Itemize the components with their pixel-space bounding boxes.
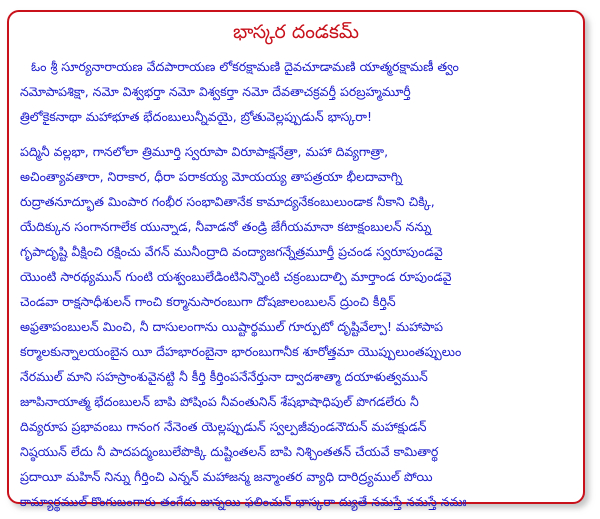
document-frame	[7, 10, 585, 509]
text-line: ఓం శ్రీ సూర్యనారాయణ వేదపారాయణ లోకరక్షామణి దైవచూడామణి యాత్మరక్షామణీ త్వం	[31, 59, 459, 74]
paragraph	[20, 139, 576, 514]
text-line: పద్మినీ వల్లభా, గానలోలా త్రిమూర్తి స్వరూపా విరూపాక్షనేత్రా, మహా దివ్యగాత్రా,	[20, 144, 389, 159]
text-line: కర్మాలకున్నాలయంబైన యీ దేహభారంబైనా భారంబుగానీక శూరోత్తమా యొప్పులుంతప్పులుం	[20, 344, 462, 359]
text-line: యేదిక్కున సంగానగాలేక యున్నాడ, నీవాడనో తండ్రి జేగీయమానా కటాక్షంబులన్ నన్ను	[20, 219, 432, 234]
text-line: నమోపాపశిక్షా, నమో విశ్వభర్తా నమో విశ్వకర్తా నమో దేవతాచక్రవర్తీ పరబ్రహ్మమూర్తీ	[20, 84, 411, 99]
text-line: త్రిలోకైకనాథా మహాభూత భేదంబులున్నీవయై, బ్రోతువెల్లప్పుడున్ భాస్కరా!	[20, 109, 372, 124]
text-line: రుద్రాతనూద్భూత మింపార గంభీర సంభావితానేక కామాద్యనేకంబులుండాక నీకాని చిక్కి,	[20, 194, 435, 209]
text-line: ప్రదాయీ మహిన్ నిన్ను గీర్తించి ఎన్నన్ మహాజన్మ జన్మాంతర వ్యాధి దారిద్ర్యముల్ పోయి	[20, 469, 433, 484]
document-title: భాస్కర దండకమ్	[233, 21, 359, 43]
text-line: నిష్ఠయున్ లేదు నీ పాదపద్మంబులేపొక్కి దుష్టింతలన్ బాపి నిశ్చింతతన్ చేయవే కామితార్థ	[20, 444, 439, 459]
text-line: అచింత్యావతారా, నిరాకార, ధీరా పరాకయ్య మోయయ్య తాపత్రయా భీలదావాగ్ని	[20, 169, 403, 184]
text-line: యొంటి సారథ్యమున్ గుంటి యశ్వంబులేడింటినిన్నొంటి చక్రంబుదాల్పి మార్తాండ రూపుండవై	[20, 269, 452, 284]
text-line: జూపినాయాత్మ భేదంబులన్ బాపి పోషింప నీవంతునిన్ శేషభాషాధిపుల్ పొగడలేరు నీ	[20, 394, 419, 409]
text-line: దివ్యరూప ప్రభావంబు గానంగ నేనెంత యెల్లప్పుడున్ స్వల్పజీవుండనౌదున్ మహాక్షుడన్	[20, 419, 427, 434]
paragraph	[20, 54, 576, 129]
document-body	[20, 54, 576, 514]
text-line: గృపాదృష్టి వీక్షించి రక్షించు వేగన్ మునీంద్రాది వంద్యాజగన్నేత్రమూర్తీ ప్రచండ స్వరూపుండవై	[20, 244, 443, 259]
text-line: నేరముల్ మాని సహస్రాంశువైనట్టి నీ కీర్తి కీర్తింపనేనేర్తునా ద్వాదశాత్మా దయాళుత్వమున్	[20, 369, 428, 384]
text-line: చెండవా రాక్షసాధీశులన్ గాంచి కర్మానుసారంబుగా దోషజాలంబులన్ ద్రుంచి కీర్తిన్	[20, 294, 396, 309]
text-line: అఫ్రతాపంబులన్ మించి, నీ దాసులంగాను యిష్టార్థముల్ గూర్పుటో దృష్టివేల్పా! మహాపాప	[20, 319, 444, 334]
text-line: కామ్యార్థముల్ కొంగుబంగారు తంగేదు జున్నయి ఫలించున్ భాస్కరా ద్యుతే నమస్తే నమస్తే నమః	[20, 494, 467, 509]
